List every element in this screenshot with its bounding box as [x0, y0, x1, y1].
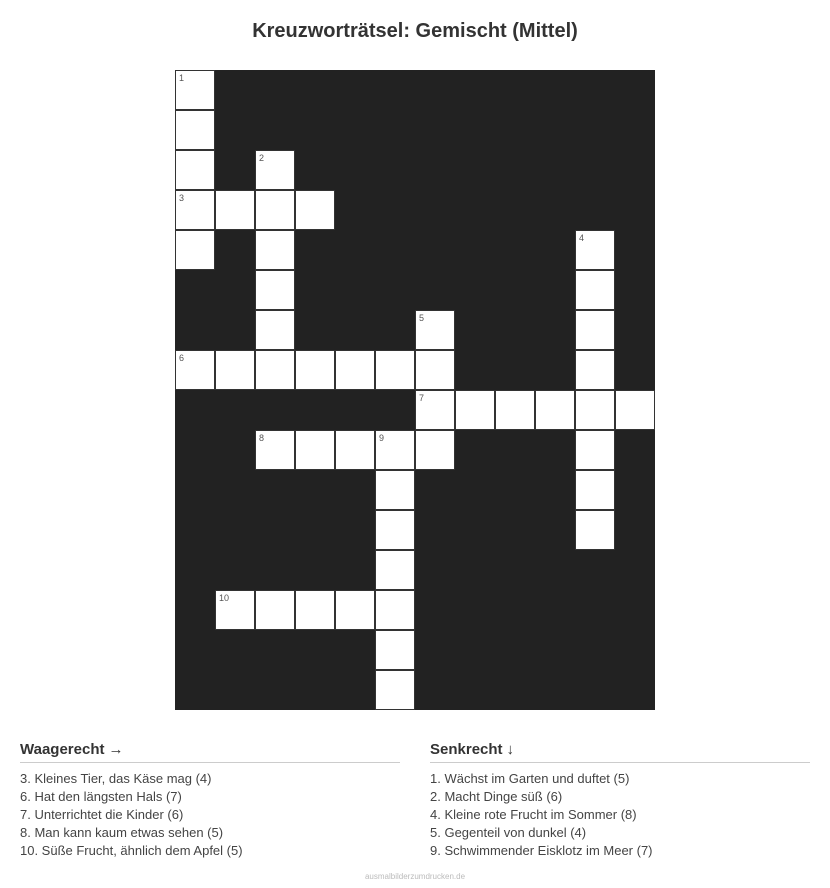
crossword-cell[interactable] — [255, 310, 295, 350]
crossword-cell[interactable] — [455, 390, 495, 430]
crossword-cell[interactable] — [175, 230, 215, 270]
clue-number: 4 — [579, 233, 585, 243]
clue-item: 10. Süße Frucht, ähnlich dem Apfel (5) — [20, 843, 243, 858]
footer-credit: ausmalbilderzumdrucken.de — [364, 872, 466, 881]
crossword-cell[interactable] — [335, 430, 375, 470]
crossword-cell[interactable] — [295, 190, 335, 230]
clue-number: 1 — [179, 73, 185, 83]
crossword-grid — [175, 70, 655, 710]
crossword-cell[interactable] — [575, 230, 615, 270]
crossword-cell[interactable] — [375, 470, 415, 510]
crossword-cell[interactable] — [575, 310, 615, 350]
clue-item: 9. Schwimmender Eisklotz im Meer (7) — [430, 843, 653, 858]
crossword-cell[interactable] — [415, 350, 455, 390]
arrow-right-icon: → — [108, 741, 124, 758]
clue-item: 6. Hat den längsten Hals (7) — [20, 789, 182, 804]
clue-number: 10 — [219, 593, 230, 603]
clue-number: 2 — [259, 153, 265, 163]
crossword-cell[interactable] — [415, 390, 455, 430]
crossword-cell[interactable] — [255, 230, 295, 270]
crossword-cell[interactable] — [255, 590, 295, 630]
clue-item: 3. Kleines Tier, das Käse mag (4) — [20, 771, 212, 786]
crossword-cell[interactable] — [255, 350, 295, 390]
crossword-cell[interactable] — [575, 510, 615, 550]
crossword-cell[interactable] — [375, 350, 415, 390]
clue-number: 8 — [259, 433, 265, 443]
crossword-cell[interactable] — [575, 390, 615, 430]
crossword-cell[interactable] — [215, 190, 255, 230]
crossword-cell[interactable] — [175, 150, 215, 190]
clue-item: 5. Gegenteil von dunkel (4) — [430, 825, 587, 840]
crossword-cell[interactable] — [415, 430, 455, 470]
across-clue-list — [20, 770, 400, 860]
crossword-cell[interactable] — [375, 430, 415, 470]
page-title: Kreuzworträtsel: Gemischt (Mittel) — [252, 20, 578, 42]
clue-number: 5 — [419, 313, 425, 323]
crossword-cell[interactable] — [575, 270, 615, 310]
clue-item: 2. Macht Dinge süß (6) — [430, 789, 563, 804]
crossword-cell[interactable] — [575, 470, 615, 510]
clue-item: 1. Wächst im Garten und duftet (5) — [430, 771, 630, 786]
down-heading-label: Senkrecht — [430, 741, 503, 758]
clue-item: 7. Unterrichtet die Kinder (6) — [20, 807, 184, 822]
crossword-cell[interactable] — [575, 350, 615, 390]
down-clue-list — [430, 770, 810, 860]
clue-item: 8. Man kann kaum etwas sehen (5) — [20, 825, 224, 840]
across-heading — [20, 740, 400, 763]
crossword-cell[interactable] — [175, 70, 215, 110]
clue-number: 6 — [179, 353, 185, 363]
crossword-cell[interactable] — [255, 190, 295, 230]
crossword-cell[interactable] — [175, 110, 215, 150]
down-heading — [430, 740, 810, 763]
crossword-cell[interactable] — [375, 510, 415, 550]
crossword-cell[interactable] — [335, 590, 375, 630]
arrow-down-icon: ↓ — [506, 741, 515, 758]
crossword-cell[interactable] — [335, 350, 375, 390]
crossword-cell[interactable] — [295, 350, 335, 390]
down-clues-section — [430, 740, 810, 860]
crossword-cell[interactable] — [295, 430, 335, 470]
clue-number: 3 — [179, 193, 185, 203]
clue-number: 7 — [419, 393, 425, 403]
clue-number: 9 — [379, 433, 385, 443]
crossword-cell[interactable] — [175, 350, 215, 390]
crossword-cell[interactable] — [175, 190, 215, 230]
crossword-cell[interactable] — [415, 310, 455, 350]
crossword-cell[interactable] — [375, 550, 415, 590]
across-clues-section — [20, 740, 400, 860]
crossword-cell[interactable] — [375, 670, 415, 710]
crossword-cell[interactable] — [255, 270, 295, 310]
crossword-cell[interactable] — [215, 590, 255, 630]
crossword-cell[interactable] — [375, 630, 415, 670]
across-heading-label: Waagerecht — [20, 741, 105, 758]
clue-item: 4. Kleine rote Frucht im Sommer (8) — [430, 807, 637, 822]
crossword-cell[interactable] — [575, 430, 615, 470]
crossword-cell[interactable] — [495, 390, 535, 430]
crossword-cell[interactable] — [615, 390, 655, 430]
crossword-cell[interactable] — [255, 150, 295, 190]
crossword-cell[interactable] — [295, 590, 335, 630]
crossword-cell[interactable] — [375, 590, 415, 630]
crossword-cell[interactable] — [255, 430, 295, 470]
crossword-cell[interactable] — [535, 390, 575, 430]
crossword-cell[interactable] — [215, 350, 255, 390]
